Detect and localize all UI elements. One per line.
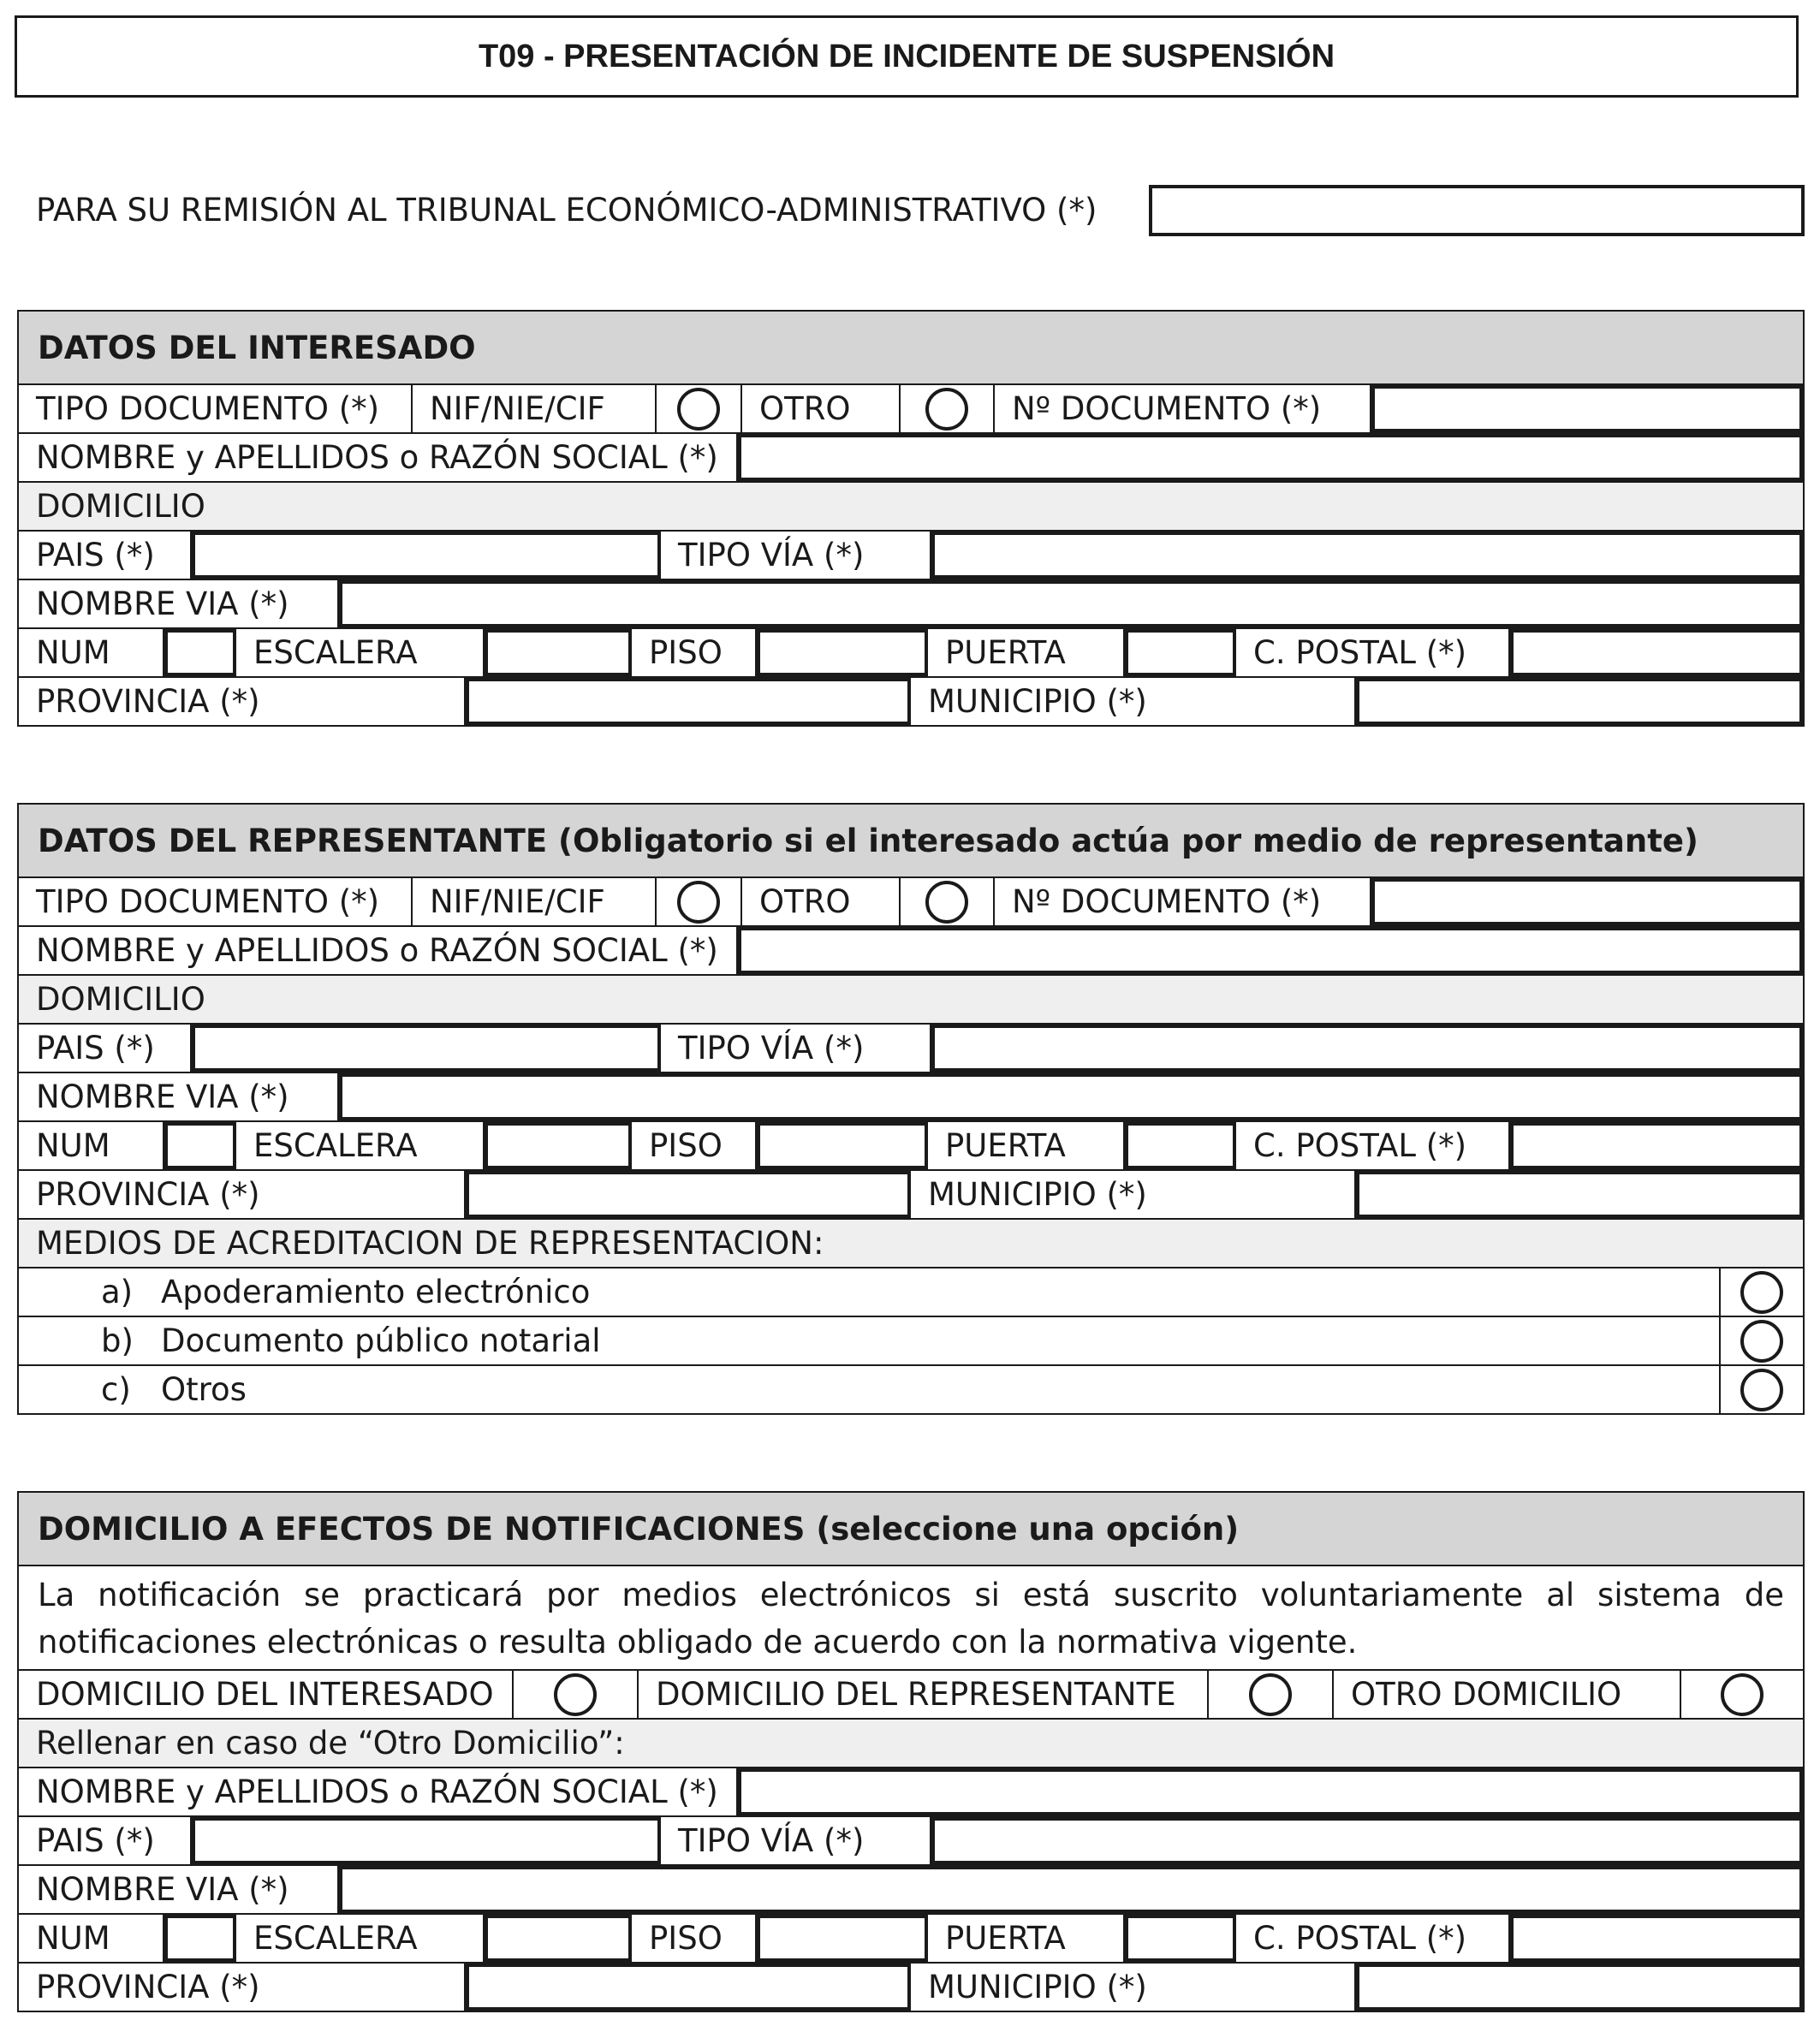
municipio-input[interactable]	[1356, 678, 1803, 725]
tipo-documento-row	[17, 385, 1805, 434]
piso-label: PISO	[632, 1915, 757, 1962]
cpostal-input[interactable]	[1510, 1122, 1803, 1169]
provincia-label: PROVINCIA (*)	[19, 678, 466, 725]
nombre-via-input[interactable]	[339, 580, 1803, 627]
nif-label: NIF/NIE/CIF	[413, 385, 657, 432]
n-documento-input[interactable]	[1371, 385, 1803, 432]
domicilio-options-row	[17, 1671, 1805, 1720]
num-input[interactable]	[164, 1122, 236, 1169]
pais-label: PAIS (*)	[19, 1025, 192, 1072]
remision-input[interactable]	[1149, 185, 1805, 236]
num-label: NUM	[19, 629, 164, 676]
cpostal-label: C. POSTAL (*)	[1236, 1122, 1510, 1169]
nombre-via-row	[17, 1866, 1805, 1915]
pais-input[interactable]	[192, 1025, 661, 1072]
num-row	[17, 1122, 1805, 1171]
provincia-input[interactable]	[466, 1964, 911, 2011]
domicilio-row	[17, 483, 1805, 532]
escalera-input[interactable]	[485, 629, 632, 676]
medios-label: MEDIOS DE ACREDITACION DE REPRESENTACION:	[36, 1225, 824, 1262]
escalera-label: ESCALERA	[236, 629, 485, 676]
cpostal-label: C. POSTAL (*)	[1236, 629, 1510, 676]
dom-interesado-label: DOMICILIO DEL INTERESADO	[19, 1671, 514, 1718]
section-notificaciones	[17, 1491, 1805, 2012]
provincia-input[interactable]	[466, 1171, 911, 1218]
cpostal-label: C. POSTAL (*)	[1236, 1915, 1510, 1962]
tipo-via-input[interactable]	[931, 1025, 1803, 1072]
section-header: DATOS DEL REPRESENTANTE (Obligatorio si el interesado actúa por medio de representante)	[17, 803, 1805, 878]
notarial-radio[interactable]	[1740, 1320, 1783, 1363]
option-label: Apoderamiento electrónico	[161, 1274, 591, 1310]
otros-radio[interactable]	[1740, 1369, 1783, 1411]
section-header: DOMICILIO A EFECTOS DE NOTIFICACIONES (seleccione una opción)	[17, 1491, 1805, 1566]
n-documento-label: Nº DOCUMENTO (*)	[995, 385, 1371, 432]
municipio-label: MUNICIPIO (*)	[911, 678, 1356, 725]
pais-label: PAIS (*)	[19, 532, 192, 579]
domicilio-label: DOMICILIO	[36, 981, 205, 1018]
piso-input[interactable]	[757, 629, 928, 676]
otro-radio[interactable]	[925, 388, 968, 431]
puerta-label: PUERTA	[928, 1122, 1125, 1169]
provincia-label: PROVINCIA (*)	[19, 1171, 466, 1218]
otro-label: OTRO	[742, 878, 901, 925]
n-documento-label: Nº DOCUMENTO (*)	[995, 878, 1371, 925]
rellenar-row	[17, 1720, 1805, 1768]
form-title: T09 - PRESENTACIÓN DE INCIDENTE DE SUSPENSIÓN	[15, 15, 1799, 98]
nombre-via-input[interactable]	[339, 1866, 1803, 1913]
nombre-via-row	[17, 580, 1805, 629]
medio-option-a	[17, 1268, 1805, 1317]
n-documento-input[interactable]	[1371, 878, 1803, 925]
piso-input[interactable]	[757, 1122, 928, 1169]
escalera-input[interactable]	[485, 1915, 632, 1962]
otro-domicilio-label: OTRO DOMICILIO	[1334, 1671, 1681, 1718]
nombre-via-row	[17, 1073, 1805, 1122]
medio-option-b	[17, 1317, 1805, 1366]
pais-row	[17, 1025, 1805, 1073]
num-input[interactable]	[164, 629, 236, 676]
nombre-row	[17, 434, 1805, 483]
piso-label: PISO	[632, 1122, 757, 1169]
dom-interesado-radio[interactable]	[554, 1673, 597, 1716]
tipo-via-label: TIPO VÍA (*)	[661, 532, 931, 579]
option-letter: b)	[101, 1322, 134, 1359]
municipio-label: MUNICIPIO (*)	[911, 1171, 1356, 1218]
nombre-via-input[interactable]	[339, 1073, 1803, 1120]
cpostal-input[interactable]	[1510, 1915, 1803, 1962]
provincia-label: PROVINCIA (*)	[19, 1964, 466, 2011]
provincia-row	[17, 1964, 1805, 2012]
escalera-label: ESCALERA	[236, 1915, 485, 1962]
municipio-input[interactable]	[1356, 1964, 1803, 2011]
nombre-input[interactable]	[738, 1768, 1803, 1815]
option-letter: a)	[101, 1274, 134, 1310]
nombre-via-label: NOMBRE VIA (*)	[19, 580, 339, 627]
option-label: Documento público notarial	[161, 1322, 601, 1359]
nombre-label: NOMBRE y APELLIDOS o RAZÓN SOCIAL (*)	[19, 927, 738, 974]
medio-option-c	[17, 1366, 1805, 1415]
tipo-via-input[interactable]	[931, 532, 1803, 579]
remision-label: PARA SU REMISIÓN AL TRIBUNAL ECONÓMICO-ADMINISTRATIVO (*)	[36, 192, 1097, 229]
option-label: Otros	[161, 1371, 247, 1408]
escalera-input[interactable]	[485, 1122, 632, 1169]
municipio-input[interactable]	[1356, 1171, 1803, 1218]
nombre-input[interactable]	[738, 434, 1803, 481]
otro-domicilio-radio[interactable]	[1721, 1673, 1763, 1716]
pais-row	[17, 1817, 1805, 1866]
nif-radio[interactable]	[677, 388, 720, 431]
nombre-label: NOMBRE y APELLIDOS o RAZÓN SOCIAL (*)	[19, 434, 738, 481]
dom-representante-radio[interactable]	[1249, 1673, 1292, 1716]
option-letter: c)	[101, 1371, 131, 1408]
pais-input[interactable]	[192, 532, 661, 579]
provincia-row	[17, 1171, 1805, 1220]
num-row	[17, 629, 1805, 678]
provincia-row	[17, 678, 1805, 727]
nombre-label: NOMBRE y APELLIDOS o RAZÓN SOCIAL (*)	[19, 1768, 738, 1815]
escalera-label: ESCALERA	[236, 1122, 485, 1169]
puerta-input[interactable]	[1125, 1915, 1236, 1962]
otro-radio-cell	[901, 385, 995, 432]
tipo-documento-label: TIPO DOCUMENTO (*)	[19, 385, 413, 432]
num-input[interactable]	[164, 1915, 236, 1962]
domicilio-label: DOMICILIO	[36, 488, 205, 525]
piso-label: PISO	[632, 629, 757, 676]
provincia-input[interactable]	[466, 678, 911, 725]
domicilio-row	[17, 976, 1805, 1025]
nombre-input[interactable]	[738, 927, 1803, 974]
section-header: DATOS DEL INTERESADO	[17, 310, 1805, 385]
notificacion-note: La notificación se practicará por medios electrónicos si está suscrito voluntariamente al sistema de notificaciones electrónicas o resulta obligado de acuerdo con la normativa vigente.	[17, 1566, 1805, 1671]
pais-row	[17, 532, 1805, 580]
tipo-via-label: TIPO VÍA (*)	[661, 1025, 931, 1072]
num-label: NUM	[19, 1915, 164, 1962]
nif-radio-cell	[657, 385, 742, 432]
nombre-row	[17, 1768, 1805, 1817]
nombre-via-label: NOMBRE VIA (*)	[19, 1866, 339, 1913]
puerta-input[interactable]	[1125, 1122, 1236, 1169]
puerta-label: PUERTA	[928, 629, 1125, 676]
puerta-label: PUERTA	[928, 1915, 1125, 1962]
otro-radio[interactable]	[925, 881, 968, 924]
nombre-row	[17, 927, 1805, 976]
medios-row	[17, 1220, 1805, 1268]
piso-input[interactable]	[757, 1915, 928, 1962]
municipio-label: MUNICIPIO (*)	[911, 1964, 1356, 2011]
otro-radio-cell	[901, 878, 995, 925]
pais-label: PAIS (*)	[19, 1817, 192, 1864]
tipo-via-input[interactable]	[931, 1817, 1803, 1864]
tipo-documento-row	[17, 878, 1805, 927]
nif-radio[interactable]	[677, 881, 720, 924]
otro-label: OTRO	[742, 385, 901, 432]
rellenar-label: Rellenar en caso de “Otro Domicilio”:	[36, 1725, 625, 1762]
cpostal-input[interactable]	[1510, 629, 1803, 676]
section-representante	[17, 803, 1805, 1415]
num-row	[17, 1915, 1805, 1964]
section-interesado	[17, 310, 1805, 727]
nif-radio-cell	[657, 878, 742, 925]
tipo-via-label: TIPO VÍA (*)	[661, 1817, 931, 1864]
nombre-via-label: NOMBRE VIA (*)	[19, 1073, 339, 1120]
apoderamiento-radio[interactable]	[1740, 1271, 1783, 1314]
dom-representante-label: DOMICILIO DEL REPRESENTANTE	[639, 1671, 1209, 1718]
num-label: NUM	[19, 1122, 164, 1169]
pais-input[interactable]	[192, 1817, 661, 1864]
nif-label: NIF/NIE/CIF	[413, 878, 657, 925]
tipo-documento-label: TIPO DOCUMENTO (*)	[19, 878, 413, 925]
puerta-input[interactable]	[1125, 629, 1236, 676]
